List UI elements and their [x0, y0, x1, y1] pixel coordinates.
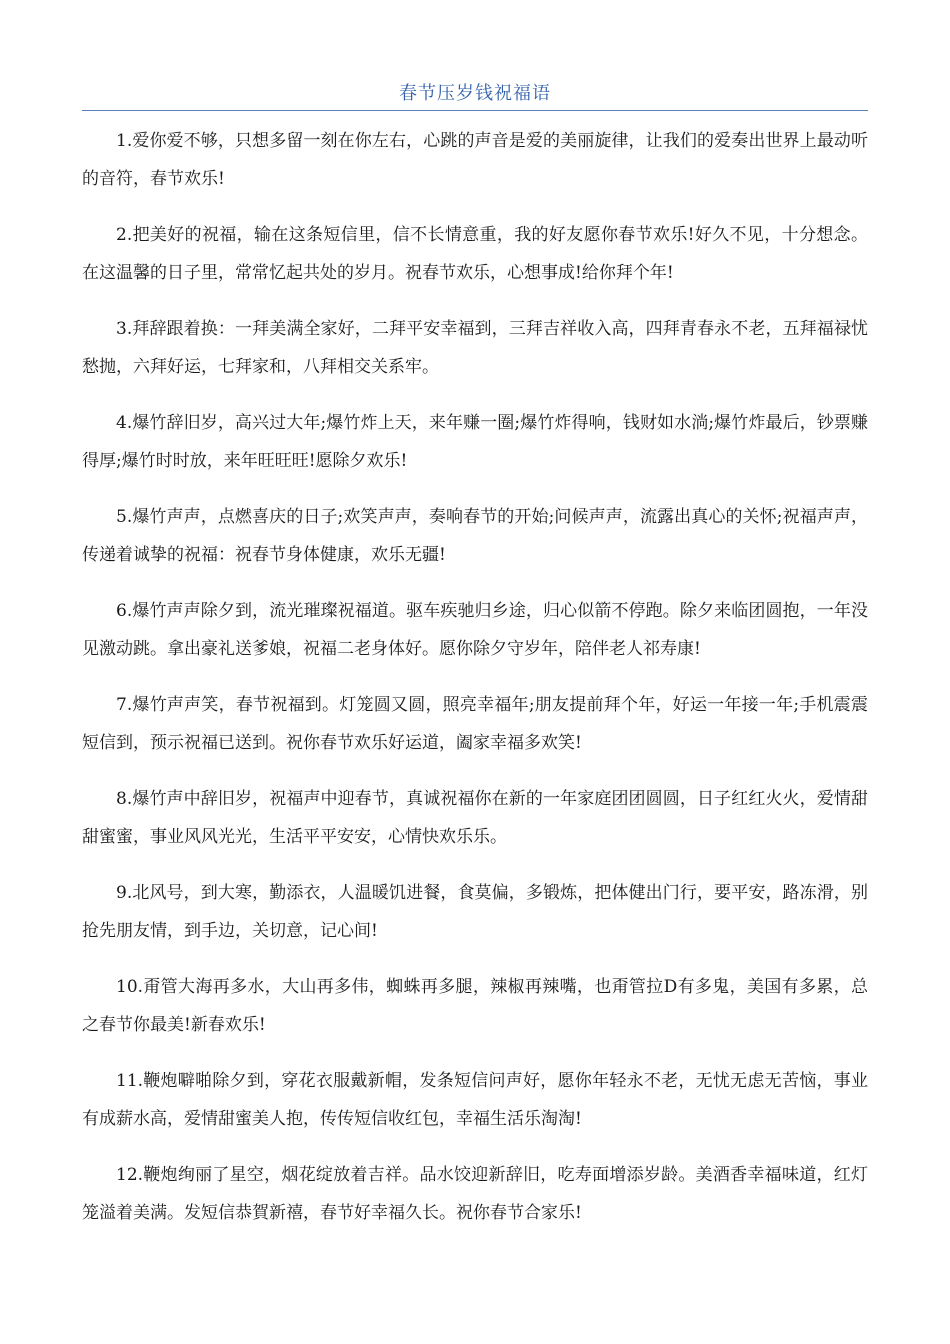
paragraph-4: 4.爆竹辞旧岁，高兴过大年;爆竹炸上天，来年赚一圈;爆竹炸得响，钱财如水淌;爆竹炸最后，钞票赚得厚;爆竹时时放，来年旺旺旺!愿除夕欢乐!: [82, 413, 868, 471]
paragraph-7: 7.爆竹声声笑，春节祝福到。灯笼圆又圆，照亮幸福年;朋友提前拜个年，好运一年接一年;手机震震短信到，预示祝福已送到。祝你春节欢乐好运道，阖家幸福多欢笑!: [82, 695, 868, 753]
paragraph-8: 8.爆竹声中辞旧岁，祝福声中迎春节，真诚祝福你在新的一年家庭团团圆圆，日子红红火火，爱情甜甜蜜蜜，事业风风光光，生活平平安安，心情快欢乐乐。: [82, 789, 868, 847]
page-header: [82, 78, 868, 111]
document-body: [82, 122, 868, 1250]
paragraph-9: 9.北风号，到大寒，勤添衣，人温暖饥进餐，食莫偏，多锻炼，把体健出门行，要平安，路冻滑，别抢先朋友情，到手边，关切意，记心间!: [82, 883, 868, 941]
paragraph-12: 12.鞭炮绚丽了星空，烟花绽放着吉祥。品水饺迎新辞旧，吃寿面增添岁龄。美酒香幸福味道，红灯笼溢着美满。发短信恭賀新禧，春节好幸福久长。祝你春节合家乐!: [82, 1165, 868, 1223]
paragraph-11: 11.鞭炮噼啪除夕到，穿花衣服戴新帽，发条短信问声好，愿你年轻永不老，无忧无虑无苦恼，事业有成薪水高，爱情甜蜜美人抱，传传短信收红包，幸福生活乐淘淘!: [82, 1071, 868, 1129]
page-title: 春节压岁钱祝福语: [399, 83, 551, 104]
paragraph-6: 6.爆竹声声除夕到，流光璀璨祝福道。驱车疾驰归乡途，归心似箭不停跑。除夕来临团圆抱，一年没见激动跳。拿出豪礼送爹娘，祝福二老身体好。愿你除夕守岁年，陪伴老人祁寿康!: [82, 601, 868, 659]
paragraph-2: 2.把美好的祝福，输在这条短信里，信不长情意重，我的好友愿你春节欢乐!好久不见，十分想念。在这温馨的日子里，常常忆起共处的岁月。祝春节欢乐，心想事成!给你拜个年!: [82, 225, 868, 283]
paragraph-3: 3.拜辞跟着换：一拜美满全家好，二拜平安幸福到，三拜吉祥收入高，四拜青春永不老，五拜福禄忧愁抛，六拜好运，七拜家和，八拜相交关系牢。: [82, 319, 868, 377]
paragraph-10: 10.甭管大海再多水，大山再多伟，蜘蛛再多腿，辣椒再辣嘴，也甭管拉D有多鬼，美国有多累，总之春节你最美!新春欢乐!: [82, 977, 868, 1035]
paragraph-1: 1.爱你爱不够，只想多留一刻在你左右，心跳的声音是爱的美丽旋律，让我们的爱奏出世界上最动听的音符，春节欢乐!: [82, 131, 868, 189]
paragraph-5: 5.爆竹声声，点燃喜庆的日子;欢笑声声，奏响春节的开始;问候声声，流露出真心的关怀;祝福声声，传递着诚挚的祝福：祝春节身体健康，欢乐无疆!: [82, 507, 868, 565]
